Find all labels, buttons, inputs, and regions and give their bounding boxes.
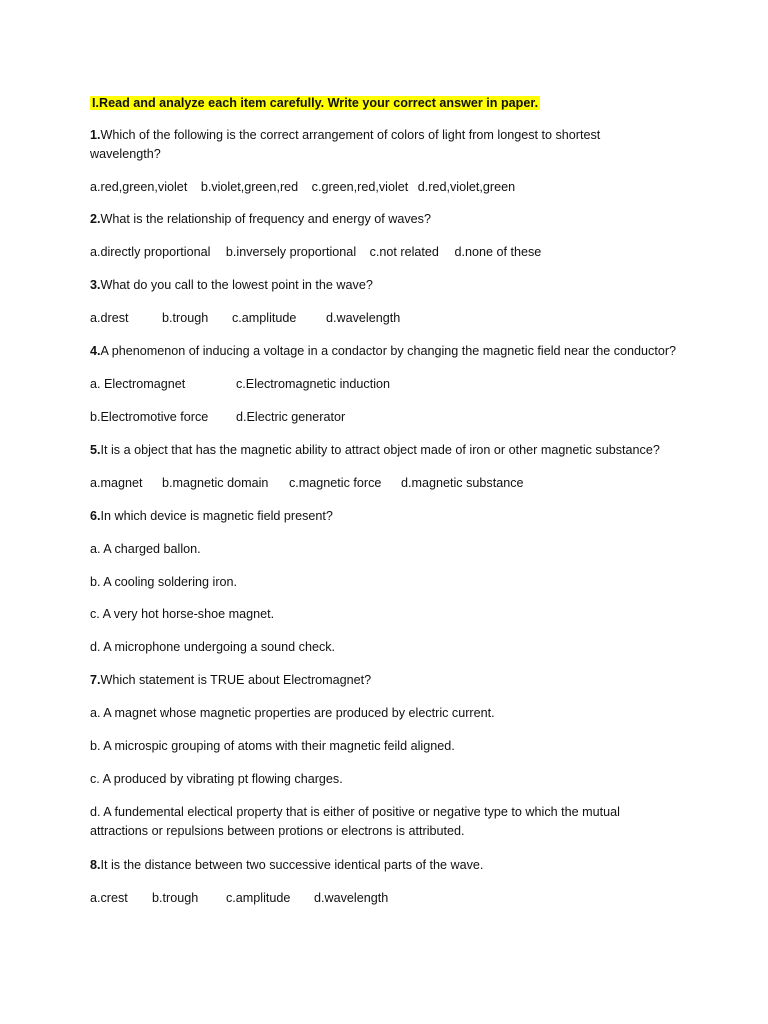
option-6c: c. A very hot horse-shoe magnet. — [90, 607, 275, 621]
question-number: 1. — [90, 128, 101, 142]
option-c: c.Electromagnetic induction — [236, 377, 391, 391]
question-2 — [90, 210, 700, 229]
option-c: c.magnetic force — [289, 476, 382, 490]
question-number: 8. — [90, 858, 101, 872]
options-4-row1 — [90, 375, 700, 394]
question-6 — [90, 507, 700, 526]
question-text: It is a object that has the magnetic ability to attract object made of iron or other magnetic substance? — [100, 443, 660, 457]
option-d: d.Electric generator — [236, 410, 346, 424]
option-7a: a. A magnet whose magnetic properties are produced by electric current. — [90, 706, 495, 720]
question-number: 4. — [90, 344, 101, 358]
option-6b: b. A cooling soldering iron. — [90, 575, 238, 589]
question-8 — [90, 856, 700, 875]
option-7c: c. A produced by vibrating pt flowing charges. — [90, 772, 343, 786]
option-b: b.trough — [152, 891, 199, 905]
option-d: d.wavelength — [314, 891, 389, 905]
options-8 — [90, 889, 700, 908]
question-number: 5. — [90, 443, 101, 457]
question-number: 6. — [90, 509, 101, 523]
option-a: a.directly proportional — [90, 245, 211, 259]
option-d: d.magnetic substance — [401, 476, 524, 490]
option-a: a.red,green,violet — [90, 180, 188, 194]
options-4-row2 — [90, 408, 700, 427]
question-text: In which device is magnetic field present? — [100, 509, 333, 523]
question-text: A phenomenon of inducing a voltage in a condactor by changing the magnetic field near the conductor? — [100, 344, 677, 358]
question-text: Which statement is TRUE about Electromagnet? — [100, 673, 372, 687]
option-b: b.trough — [162, 311, 209, 325]
option-a: a.crest — [90, 891, 128, 905]
option-c: c.amplitude — [226, 891, 291, 905]
option-c: c.amplitude — [232, 311, 297, 325]
option-a: a.drest — [90, 311, 129, 325]
option-7b: b. A microspic grouping of atoms with their magnetic feild aligned. — [90, 739, 455, 753]
options-2 — [90, 243, 700, 262]
option-b: b.violet,green,red — [200, 180, 299, 194]
question-number: 2. — [90, 212, 101, 226]
option-d: d.none of these — [454, 245, 542, 259]
question-number: 3. — [90, 278, 101, 292]
question-1 — [90, 126, 650, 164]
options-5 — [90, 474, 700, 493]
question-text: Which of the following is the correct arrangement of colors of light from longest to shortest wavelength? — [90, 128, 601, 161]
question-4 — [90, 342, 700, 361]
option-b: b.magnetic domain — [162, 476, 269, 490]
option-a: a.magnet — [90, 476, 143, 490]
options-3 — [90, 309, 700, 328]
question-text: It is the distance between two successive identical parts of the wave. — [100, 858, 484, 872]
option-a: a. Electromagnet — [90, 377, 186, 391]
question-3 — [90, 276, 700, 295]
question-text: What do you call to the lowest point in the wave? — [100, 278, 373, 292]
option-d: d.wavelength — [326, 311, 401, 325]
question-5 — [90, 441, 700, 460]
option-6a: a. A charged ballon. — [90, 542, 201, 556]
option-c: c.green,red,violet — [311, 180, 409, 194]
option-b: b.inversely proportional — [225, 245, 357, 259]
question-7 — [90, 671, 700, 690]
option-b: b.Electromotive force — [90, 410, 209, 424]
option-d: d.red,violet,green — [417, 180, 516, 194]
option-6d: d. A microphone undergoing a sound check. — [90, 640, 336, 654]
instruction-line — [90, 94, 700, 113]
option-7d: d. A fundemental electical property that is either of positive or negative type to which the mutual attractions or repulsions between protions or electrons is attributed. — [90, 805, 620, 838]
options-1 — [90, 178, 700, 197]
option-c: c.not related — [369, 245, 439, 259]
question-number: 7. — [90, 673, 101, 687]
question-text: What is the relationship of frequency and energy of waves? — [100, 212, 431, 226]
instruction-highlight: I.Read and analyze each item carefully. Write your correct answer in paper. — [92, 96, 539, 110]
